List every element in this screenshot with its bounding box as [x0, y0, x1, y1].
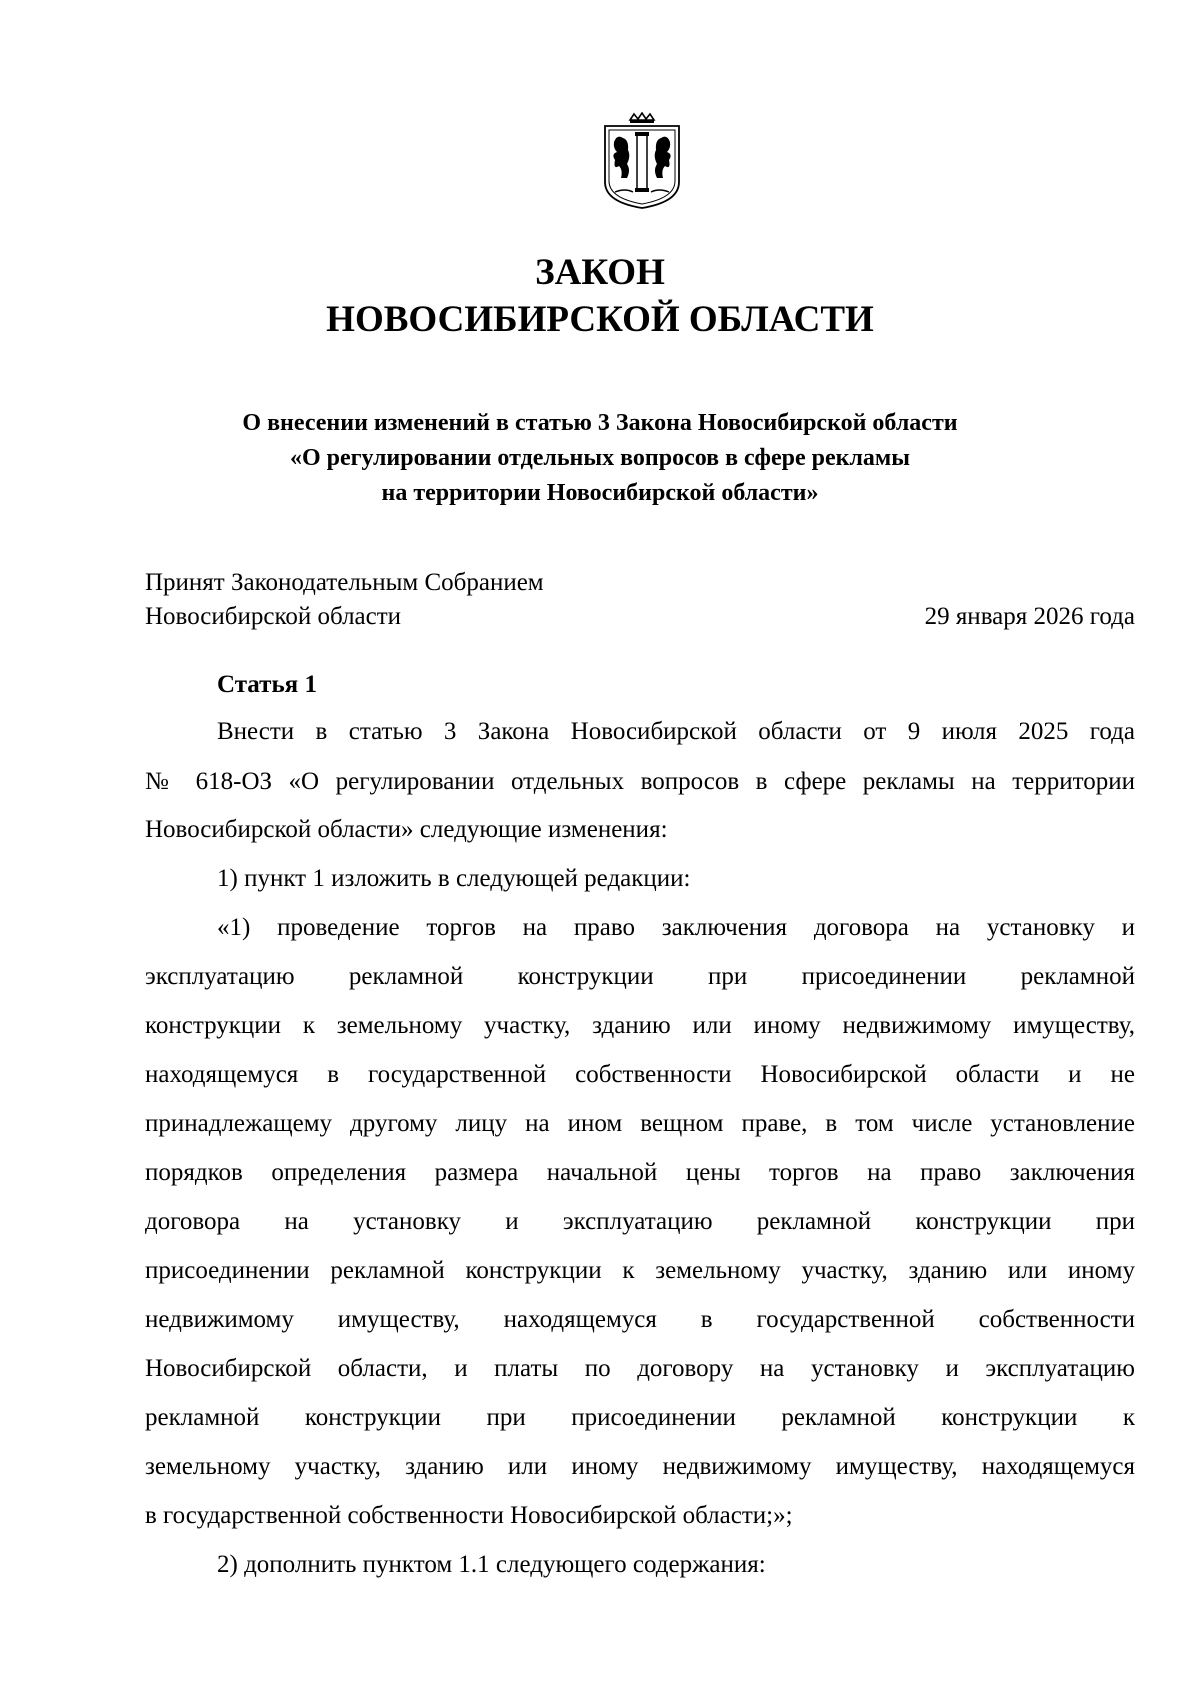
coat-of-arms-emblem — [601, 112, 683, 210]
article-text-line: рекламной конструкции при присоединении рекламной конструкции к — [145, 1404, 1135, 1431]
subtitle-line1: О внесении изменений в статью 3 Закона Новосибирской области — [242, 410, 958, 436]
article-text-line: Внести в статью 3 Закона Новосибирской области от 9 июля 2025 года — [217, 718, 1135, 745]
subtitle-line3: на территории Новосибирской области» — [381, 480, 819, 506]
article-text-line: 1) пункт 1 изложить в следующей редакции: — [217, 865, 691, 892]
article-text-line: недвижимому имуществу, находящемуся в государственной собственности — [145, 1306, 1135, 1333]
adoption-line2: Новосибирской области — [145, 603, 402, 630]
article-text-line: находящемуся в государственной собственности Новосибирской области и не — [145, 1061, 1135, 1088]
adoption-date: 29 января 2026 года — [924, 603, 1135, 630]
article-text-line: принадлежащему другому лицу на ином вещном праве, в том числе установление — [145, 1110, 1135, 1137]
document-title-line1: ЗАКОН — [535, 252, 665, 293]
article-text-line: присоединении рекламной конструкции к земельному участку, зданию или иному — [145, 1257, 1135, 1284]
article-text-line: порядков определения размера начальной цены торгов на право заключения — [145, 1159, 1135, 1186]
subtitle-line2: «О регулировании отдельных вопросов в сфере рекламы — [289, 445, 911, 471]
document-title-line2: НОВОСИБИРСКОЙ ОБЛАСТИ — [326, 299, 874, 340]
article-text-line: «1) проведение торгов на право заключения договора на установку и — [217, 914, 1135, 941]
article-text-line: Новосибирской области, и платы по договору на установку и эксплуатацию — [145, 1355, 1135, 1382]
adoption-line1: Принят Законодательным Собранием — [145, 569, 544, 596]
article-text-line: в государственной собственности Новосибирской области;»; — [145, 1502, 793, 1529]
article-text-line: 2) дополнить пунктом 1.1 следующего содержания: — [217, 1551, 766, 1578]
article-text-line: № 618-ОЗ «О регулировании отдельных вопросов в сфере рекламы на территории — [145, 768, 1135, 795]
article-heading: Статья 1 — [217, 671, 317, 698]
article-text-line: земельному участку, зданию или иному недвижимому имуществу, находящемуся — [145, 1453, 1135, 1480]
article-text-line: конструкции к земельному участку, зданию или иному недвижимому имуществу, — [145, 1012, 1135, 1039]
article-text-line: договора на установку и эксплуатацию рекламной конструкции при — [145, 1208, 1135, 1235]
article-text-line: эксплуатацию рекламной конструкции при присоединении рекламной — [145, 963, 1135, 990]
article-text-line: Новосибирской области» следующие изменения: — [145, 816, 668, 843]
